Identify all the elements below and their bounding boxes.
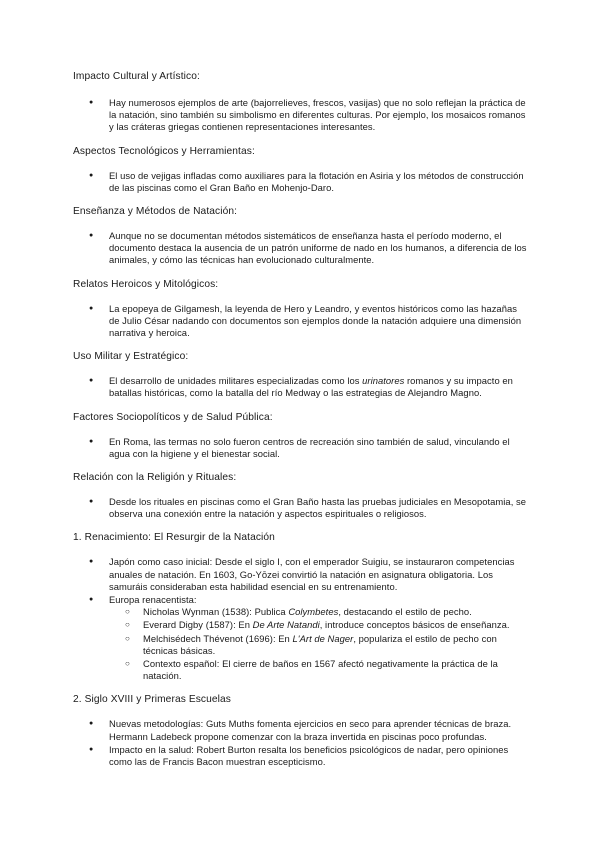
section-heading: Impacto Cultural y Artístico: — [73, 71, 200, 82]
list-item: ● Nuevas metodologías: Guts Muths fomenta ejercicios en seco para aprender técnicas de braza. Hermann Ladebeck propone comenzar con la braza invertida en piscinas poco profundas. — [73, 718, 530, 742]
section-ensenanza — [73, 205, 530, 267]
list-item: ● En Roma, las termas no solo fueron centros de recreación sino también de salud, vinculando el agua con la higiene y el bienestar social. — [73, 436, 530, 460]
section-impacto-cultural — [73, 70, 530, 134]
section-heading: Relatos Heroicos y Mitológicos: — [73, 278, 219, 290]
bullet-list — [73, 556, 530, 682]
sub-list-item — [109, 606, 530, 618]
section-uso-militar — [73, 350, 530, 399]
bullet-list — [73, 303, 530, 340]
bullet-list — [73, 230, 530, 267]
text-run: Nicholas Wynman (1538): Publica — [143, 606, 289, 618]
text-run: Melchisédech Thévenot (1696): En — [143, 632, 293, 644]
bullet-list — [73, 170, 530, 194]
section-heading: 2. Siglo XVIII y Primeras Escuelas — [73, 694, 231, 706]
list-item: ● Impacto en la salud: Robert Burton resalta los beneficios psicológicos de nadar, pero opiniones como las de Francis Bacon muestran escepticismo. — [73, 744, 530, 768]
italic-term: Colymbetes — [288, 606, 339, 618]
section-heading: Relación con la Religión y Rituales: — [73, 472, 237, 484]
text-run: , introduce conceptos básicos de enseñanza. — [319, 619, 510, 631]
italic-term: De Arte Natandi — [252, 619, 320, 631]
list-item: ● La epopeya de Gilgamesh, la leyenda de Hero y Leandro, y eventos históricos como las hazañas de Julio César nadando con documentos son ejemplos donde la natación adquiere una dimensión narrativa y heroica. — [73, 303, 530, 340]
sub-list-item — [109, 633, 530, 657]
list-item: ● Japón como caso inicial: Desde el siglo I, con el emperador Suigiu, se instauraron competencias anuales de natación. En 1603, Go-Yōzei convirtió la natación en asignatura obligatoria. Los samuráis consideraban esta habilidad esencial en su entrenamiento. — [73, 556, 530, 593]
section-heading: Enseñanza y Métodos de Natación: — [73, 206, 238, 218]
section-heading: Uso Militar y Estratégico: — [73, 351, 189, 363]
list-item — [73, 375, 530, 399]
bullet-list — [73, 375, 530, 399]
section-religion-rituales — [73, 471, 530, 520]
text-run: El desarrollo de unidades militares especializadas como los — [109, 375, 363, 387]
sub-list-item — [109, 619, 530, 631]
text-run: , populariza el estilo de pecho con técnicas básicas. — [143, 632, 497, 656]
bullet-list — [73, 436, 530, 460]
sub-list-item: ○ Contexto español: El cierre de baños en 1567 afectó negativamente la práctica de la natación. — [109, 658, 530, 682]
list-item: ● Aunque no se documentan métodos sistemáticos de enseñanza hasta el período moderno, el documento destaca la ausencia de un patrón uniforme de nado en los humanos, a diferencia de los animales, y cómo las técnicas han evolucionado culturalmente. — [73, 230, 530, 267]
italic-term: urinatores — [362, 375, 405, 387]
section-aspectos-tecnologicos — [73, 145, 530, 194]
text-run: romanos y su impacto en batallas históricas, como la batalla del río Medway o las estrategias de Alejandro Magno. — [109, 375, 513, 399]
section-heading: 1. Renacimiento: El Resurgir de la Natación — [73, 532, 275, 544]
bullet-list — [73, 496, 530, 520]
list-item: ● El uso de vejigas infladas como auxiliares para la flotación en Asiria y los métodos de construcción de las piscinas como el Gran Baño en Mohenjo-Daro. — [73, 170, 530, 194]
text-run: , destacando el estilo de pecho. — [338, 606, 472, 618]
section-renacimiento — [73, 531, 530, 682]
list-item: ● Hay numerosos ejemplos de arte (bajorrelieves, frescos, vasijas) que no solo reflejan la práctica de la natación, sino también su simbolismo en diferentes culturas. Por ejemplo, los mosaicos romanos y las cráteras griegas contienen representaciones interesantes. — [73, 97, 530, 134]
bullet-list — [73, 97, 530, 134]
section-heading: Factores Sociopolíticos y de Salud Pública: — [73, 411, 273, 423]
italic-term: L'Art de Nager — [292, 632, 354, 644]
section-relatos-heroicos — [73, 278, 530, 340]
list-item — [73, 594, 530, 682]
text-run: Everard Digby (1587): En — [143, 619, 253, 631]
sub-list — [109, 606, 530, 682]
section-siglo-xviii — [73, 693, 530, 768]
list-item: ● Desde los rituales en piscinas como el Gran Baño hasta las pruebas judiciales en Mesopotamia, se observa una conexión entre la natación y aspectos espirituales o religiosos. — [73, 496, 530, 520]
section-factores-sociopoliticos — [73, 411, 530, 460]
bullet-list — [73, 718, 530, 768]
text-run: Europa renacentista: — [109, 594, 197, 606]
section-heading: Aspectos Tecnológicos y Herramientas: — [73, 145, 255, 157]
